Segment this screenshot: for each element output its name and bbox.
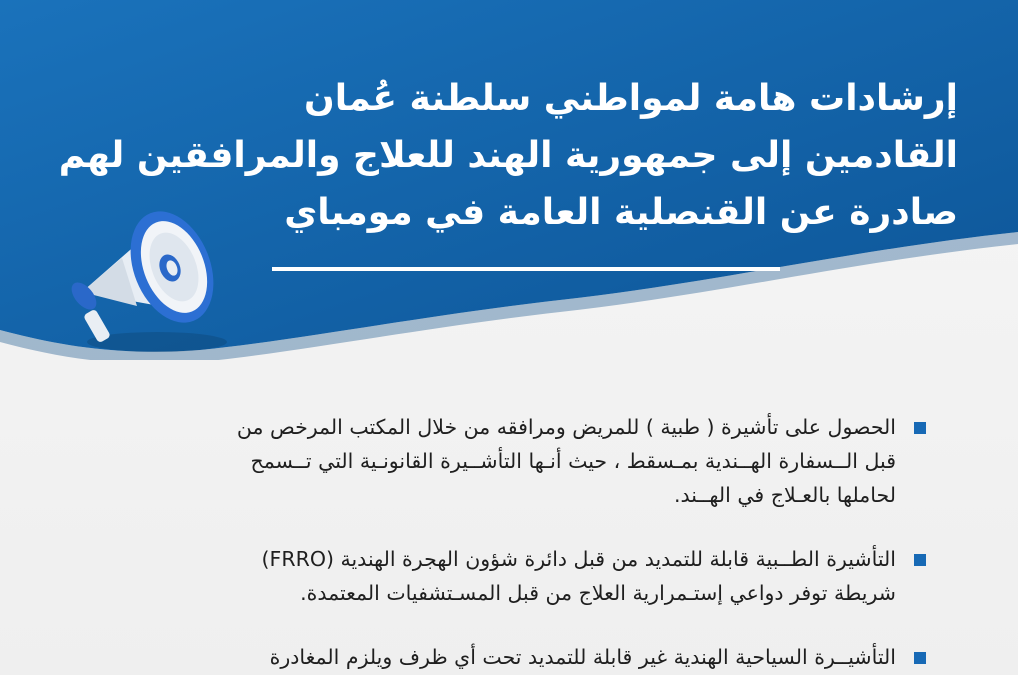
item-1-line-1: الحصول على تأشيرة ( طبية ) للمريض ومرافقه من خلال المكتب المرخص من (236, 415, 896, 439)
list-item (106, 410, 926, 512)
list-item (106, 640, 926, 674)
title-line-1: إرشادات هامة لمواطني سلطنة عُمان (304, 78, 958, 119)
item-2-line-1: التأشيرة الطــبية قابلة للتمديد من قبل دائرة شؤون الهجرة الهندية (FRRO) (261, 547, 896, 571)
bullet-icon (914, 652, 926, 664)
list-item (106, 542, 926, 610)
megaphone-icon (62, 192, 232, 362)
guidelines-list (106, 410, 926, 675)
title-underline (272, 267, 780, 271)
page-title (58, 70, 958, 241)
title-line-3: صادرة عن القنصلية العامة في مومباي (284, 192, 958, 233)
item-2-line-2: شريطة توفر دواعي إستـمرارية العلاج من قبل المسـتشفيات المعتمدة. (300, 581, 896, 605)
item-1-line-2: قبل الــسفارة الهــندية بمـسقط ، حيث أنـها التأشــيرة القانونـية التي تــسمح (250, 449, 896, 473)
bullet-icon (914, 554, 926, 566)
title-line-2: القادمين إلى جمهورية الهند للعلاج والمرافقين لهم (58, 135, 958, 176)
item-1-line-3: لحاملها بالعـلاج في الهــند. (673, 483, 896, 507)
bullet-icon (914, 422, 926, 434)
item-3-line-1: التأشيــرة السياحية الهندية غير قابلة للتمديد تحت أي ظرف ويلزم المغادرة (269, 645, 896, 669)
